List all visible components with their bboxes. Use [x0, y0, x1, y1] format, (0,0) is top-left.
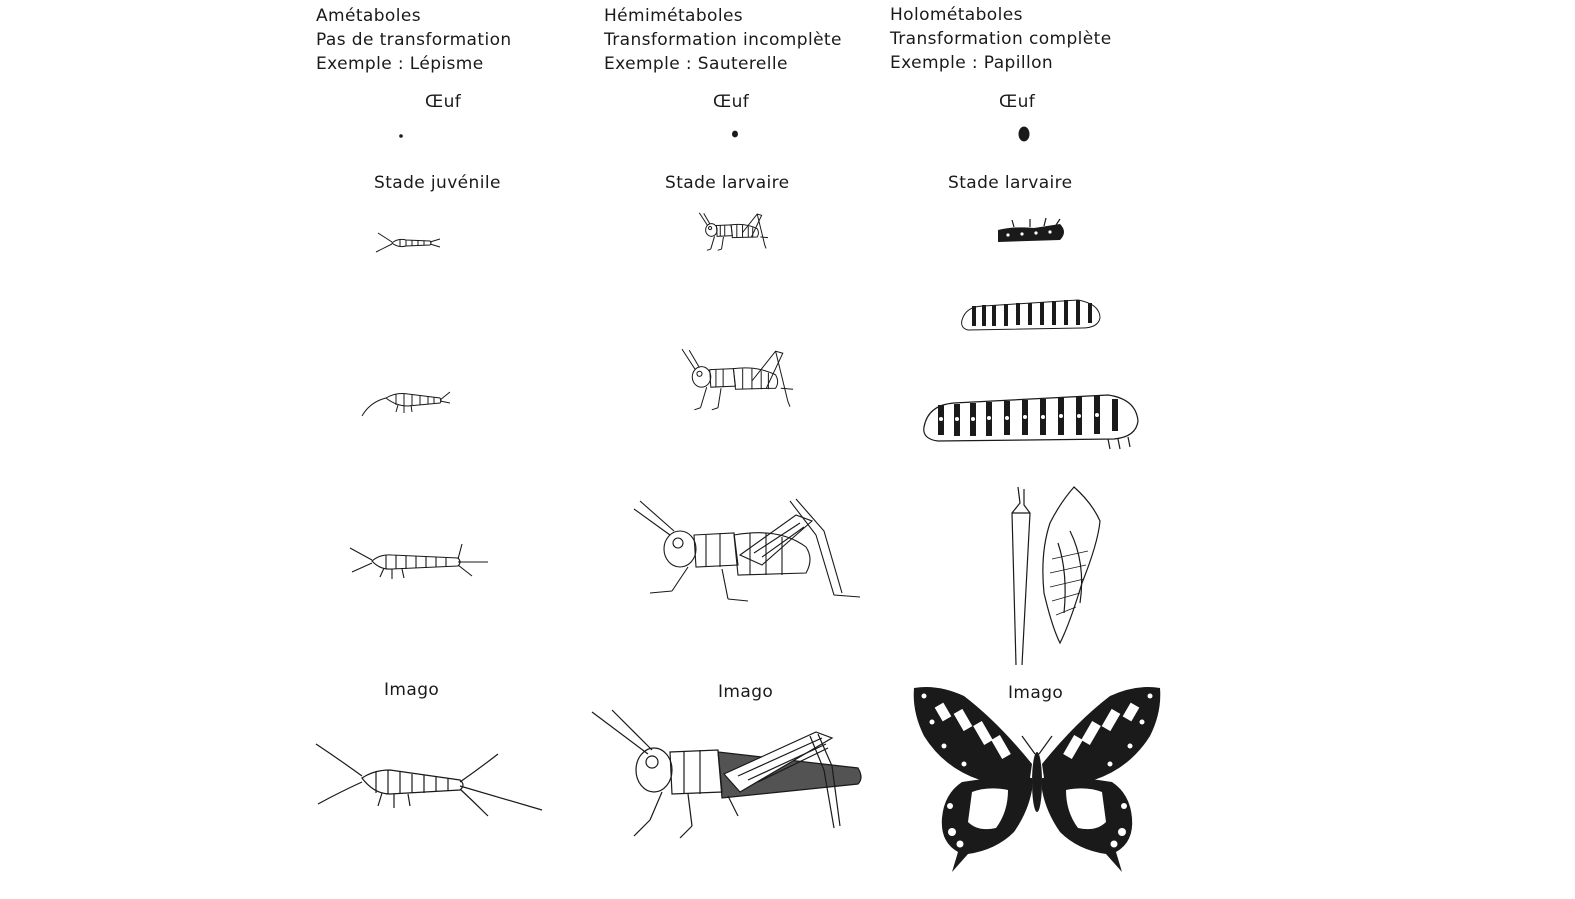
- column-title: Amétaboles: [316, 6, 421, 26]
- silverfish-juvenile-1-icon: [374, 228, 444, 256]
- column-title: Hémimétaboles: [604, 6, 744, 26]
- egg-label: Œuf: [425, 92, 462, 112]
- egg-label: Œuf: [999, 92, 1036, 112]
- stage-label: Stade juvénile: [374, 173, 501, 193]
- column-example: Exemple : Sauterelle: [604, 54, 788, 74]
- chrysalis-icon: [998, 483, 1108, 668]
- caterpillar-2-icon: [958, 294, 1104, 336]
- column-title: Holométaboles: [890, 5, 1023, 25]
- caterpillar-3-icon: [918, 385, 1143, 453]
- grasshopper-larva-1-icon: [698, 210, 768, 255]
- stage-label: Stade larvaire: [665, 173, 790, 193]
- column-header-hemimetaboles: [604, 4, 842, 76]
- column-header-holometaboles: [890, 3, 1112, 75]
- column-example: Exemple : Lépisme: [316, 54, 484, 74]
- silverfish-juvenile-2-icon: [356, 384, 452, 420]
- imago-label: Imago: [1008, 683, 1064, 703]
- grasshopper-larva-2-icon: [674, 345, 799, 417]
- butterfly-imago-icon: [908, 682, 1166, 877]
- column-description: Transformation incomplète: [604, 30, 842, 50]
- column-description: Transformation complète: [890, 29, 1112, 49]
- column-header-ametaboles: [316, 4, 512, 76]
- imago-label: Imago: [718, 682, 774, 702]
- silverfish-imago-icon: [310, 740, 546, 822]
- silverfish-juvenile-3-icon: [346, 540, 491, 585]
- grasshopper-imago-icon: [588, 708, 868, 850]
- column-description: Pas de transformation: [316, 30, 512, 50]
- grasshopper-larva-3-icon: [630, 495, 865, 610]
- egg-icon: [1016, 125, 1032, 143]
- egg-label: Œuf: [713, 92, 750, 112]
- imago-label: Imago: [384, 680, 440, 700]
- egg-icon: [729, 128, 741, 140]
- stage-label: Stade larvaire: [948, 173, 1073, 193]
- caterpillar-1-icon: [994, 216, 1072, 248]
- egg-icon: [396, 131, 406, 141]
- column-example: Exemple : Papillon: [890, 53, 1054, 73]
